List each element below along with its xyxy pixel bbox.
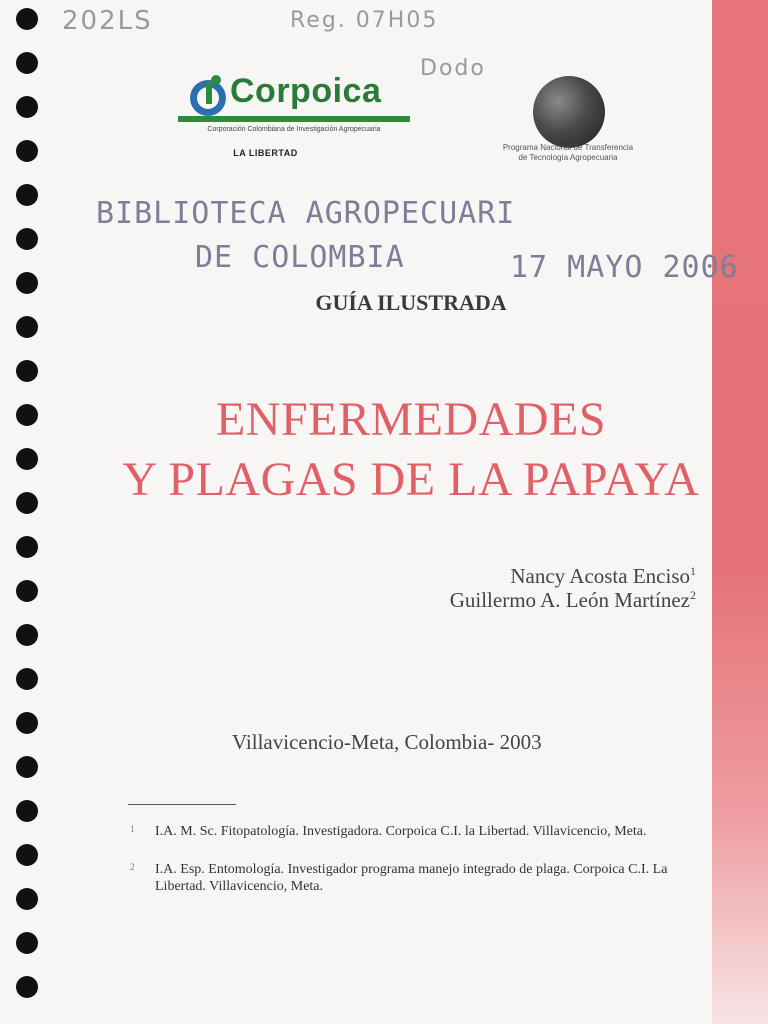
binding-hole: [16, 800, 38, 822]
program-caption: [488, 143, 648, 163]
logo-subtitle: Corporación Colombiana de Investigación Agropecuaria: [207, 126, 381, 133]
guide-label: GUÍA ILUSTRADA: [315, 290, 507, 315]
program-line: Programa Nacional de Transferencia: [502, 143, 634, 152]
binding-hole: [16, 712, 38, 734]
handwritten-number: 202LS: [62, 6, 153, 36]
binding-hole: [16, 52, 38, 74]
binding-hole: [16, 624, 38, 646]
globe-logo-icon: [533, 76, 605, 148]
author-text: Guillermo A. León Martínez: [449, 588, 690, 612]
author-mark: 2: [690, 588, 696, 602]
footnote-mark: 1: [130, 824, 135, 834]
binding-hole: [16, 228, 38, 250]
document-title-line: ENFERMEDADES: [215, 393, 607, 446]
binding-hole: [16, 888, 38, 910]
logo-name: Corpoica: [230, 72, 382, 110]
footnote-divider: [128, 804, 236, 805]
handwritten-note: Reg. 07H05: [290, 8, 439, 33]
author-text: Nancy Acosta Enciso: [510, 564, 690, 588]
binding-hole: [16, 976, 38, 998]
footnote-text: I.A. M. Sc. Fitopatología. Investigadora. Corpoica C.I. la Libertad. Villavicencio, Meta.: [155, 824, 647, 839]
author-name: [510, 564, 696, 589]
binding-hole: [16, 96, 38, 118]
binding-hole: [16, 184, 38, 206]
binding-hole: [16, 932, 38, 954]
binding-hole: [16, 140, 38, 162]
document-title-line: Y PLAGAS DE LA PAPAYA: [122, 453, 700, 506]
footnote-mark: 2: [130, 862, 135, 872]
binding-holes: [16, 8, 46, 1018]
program-line: de Tecnología Agropecuaria: [518, 153, 618, 162]
binding-hole: [16, 668, 38, 690]
corpoica-emblem-icon: [186, 72, 226, 120]
logo-bar: [178, 116, 410, 122]
red-side-stripe: [712, 0, 768, 1024]
library-stamp-line: BIBLIOTECA AGROPECUARI: [96, 196, 516, 231]
binding-hole: [16, 536, 38, 558]
corpoica-logo: [178, 64, 413, 174]
publication-place: Villavicencio-Meta, Colombia- 2003: [232, 730, 542, 754]
handwritten-note: Dodo: [420, 56, 486, 81]
author-name: [450, 588, 696, 613]
binding-hole: [16, 580, 38, 602]
binding-hole: [16, 844, 38, 866]
author-mark: 1: [690, 564, 696, 578]
stamp-date: 17 MAYO 2006: [510, 250, 739, 285]
binding-hole: [16, 316, 38, 338]
binding-hole: [16, 360, 38, 382]
library-stamp-line: DE COLOMBIA: [195, 240, 405, 275]
logo-branch: LA LIBERTAD: [233, 148, 298, 158]
binding-hole: [16, 8, 38, 30]
binding-hole: [16, 756, 38, 778]
footnote-text: I.A. Esp. Entomología. Investigador programa manejo integrado de plaga. Corpoica C.I. La Libertad. Villavicencio, Meta.: [155, 862, 668, 894]
